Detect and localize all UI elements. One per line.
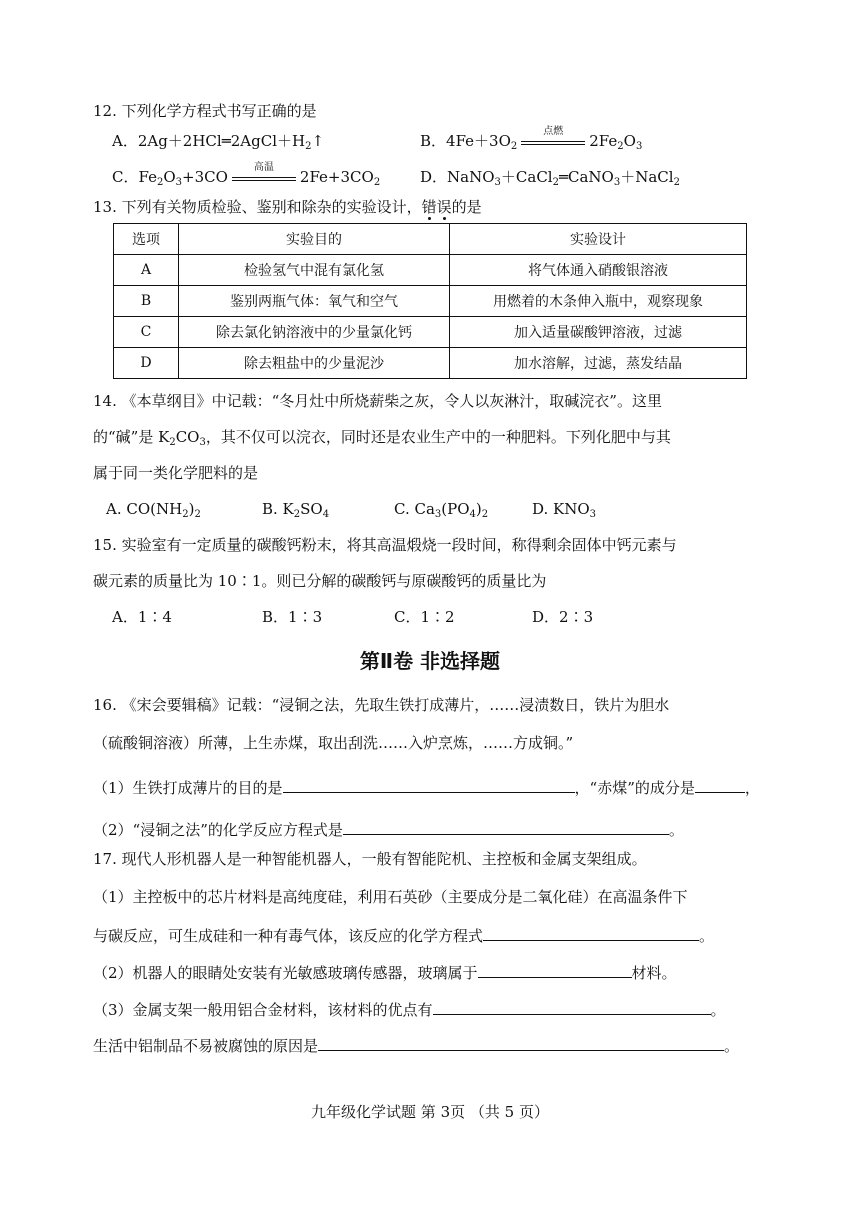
q17-part-1-line-2: 与碳反应，可生成硅和一种有毒气体，该反应的化学方程式 。 (93, 924, 714, 946)
table-header: 实验目的 (179, 224, 450, 255)
answer-blank[interactable] (318, 1034, 724, 1051)
q15-line-1: 15. 实验室有一定质量的碳酸钙粉末，将其高温煅烧一段时间，称得剩余固体中钙元素与 (93, 536, 677, 554)
q15-line-2: 碳元素的质量比为 10∶1。则已分解的碳酸钙与原碳酸钙的质量比为 (93, 572, 547, 590)
table-header: 选项 (114, 224, 179, 255)
q12-stem: 12. 下列化学方程式书写正确的是 (93, 102, 317, 120)
table-cell: 将气体通入硝酸银溶液 (450, 255, 747, 286)
table-cell: 加入适量碳酸钾溶液，过滤 (450, 317, 747, 348)
table-row (114, 317, 747, 348)
q17-part-1-line-1: （1）主控板中的芯片材料是高纯度硅，利用石英砂（主要成分是二氧化硅）在高温条件下 (93, 888, 688, 906)
q12-option-a: A．$2Ag+2HCl═2AgCl+H_2↑$ (112, 132, 325, 152)
q13-stem: 13. 下列有关物质检验、鉴别和除杂的实验设计，错误的是 (93, 198, 482, 216)
table-cell: 检验氢气中混有氯化氢 (179, 255, 450, 286)
table-header-row (114, 224, 747, 255)
q14-option-c: C. $Ca_3(PO_4)_2$ (394, 500, 489, 520)
q14-line-1: 14. 《本草纲目》中记载：“冬月灶中所烧薪柴之灰，令人以灰淋汁，取碱浣衣”。这里 (93, 392, 662, 410)
table-cell: 鉴别两瓶气体：氧气和空气 (179, 286, 450, 317)
q16-part-2: （2）“浸铜之法”的化学反应方程式是 。 (93, 818, 684, 840)
table-cell: 除去氯化钠溶液中的少量氯化钙 (179, 317, 450, 348)
q17-part-2: （2）机器人的眼睛处安装有光敏感玻璃传感器，玻璃属于 材料。 (93, 961, 677, 983)
answer-blank[interactable] (695, 776, 745, 793)
q16-part-1: （1）生铁打成薄片的目的是 ，“赤煤”的成分是 ， (93, 776, 760, 798)
answer-blank[interactable] (478, 961, 632, 978)
q17-line-1: 17. 现代人形机器人是一种智能机器人，一般有智能陀机、主控板和金属支架组成。 (93, 850, 647, 868)
table-cell: C (114, 317, 179, 348)
table-row (114, 255, 747, 286)
answer-blank[interactable] (343, 818, 669, 835)
q16-line-1: 16. 《宋会要辑稿》记载：“浸铜之法，先取生铁打成薄片，……浸渍数日，铁片为胆水 (93, 696, 670, 714)
reaction-arrow: 点燃 (521, 132, 585, 152)
q12-option-b: B．$4Fe+3O_2$ 点燃 $2Fe_2O_3$ (420, 126, 643, 152)
table-cell: D (114, 348, 179, 379)
answer-blank[interactable] (283, 776, 575, 793)
q17-part-3: （3）金属支架一般用铝合金材料，该材料的优点有 。 (93, 998, 726, 1020)
table-cell: B (114, 286, 179, 317)
table-cell: A (114, 255, 179, 286)
q14-option-a: A. $CO(NH_2)_2$ (106, 500, 201, 520)
q15-option-d: D．2∶3 (532, 608, 594, 626)
q14-option-b: B. $K_2SO_4$ (262, 500, 330, 520)
q15-option-a: A．1∶4 (112, 608, 172, 626)
table-header: 实验设计 (450, 224, 747, 255)
q17-part-4: 生活中铝制品不易被腐蚀的原因是 。 (93, 1034, 739, 1056)
table-cell: 加水溶解，过滤，蒸发结晶 (450, 348, 747, 379)
answer-blank[interactable] (483, 924, 699, 941)
answer-blank[interactable] (433, 998, 711, 1015)
table-cell: 用燃着的木条伸入瓶中，观察现象 (450, 286, 747, 317)
table-cell: 除去粗盐中的少量泥沙 (179, 348, 450, 379)
q12-option-c: C．$Fe_2O_3+3CO$ 高温 $2Fe+3CO_2$ (112, 162, 381, 188)
q14-option-d: D. $KNO_3$ (532, 500, 597, 520)
table-row (114, 348, 747, 379)
q16-line-2: （硫酸铜溶液）所薄，上生赤煤，取出刮洗……入炉烹炼，……方成铜。” (93, 734, 574, 752)
q15-option-c: C．1∶2 (394, 608, 455, 626)
page-footer: 九年级化学试题 第 3页 （共 5 页） (311, 1103, 549, 1121)
section-title: 第Ⅱ卷 非选择题 (359, 649, 501, 673)
q14-line-2: 的“碱”是 $K_2CO_3$，其不仅可以浣衣，同时还是农业生产中的一种肥料。下列化肥中与其 (93, 428, 671, 448)
q15-option-b: B．1∶3 (262, 608, 323, 626)
q13-table (113, 223, 747, 379)
reaction-arrow: 高温 (232, 168, 296, 188)
table-row (114, 286, 747, 317)
q14-line-3: 属于同一类化学肥料的是 (93, 464, 259, 482)
q12-option-d: D．NaNO$_3$＋CaCl$_2$═CaNO$_3$＋NaCl$_2$ (420, 168, 680, 188)
